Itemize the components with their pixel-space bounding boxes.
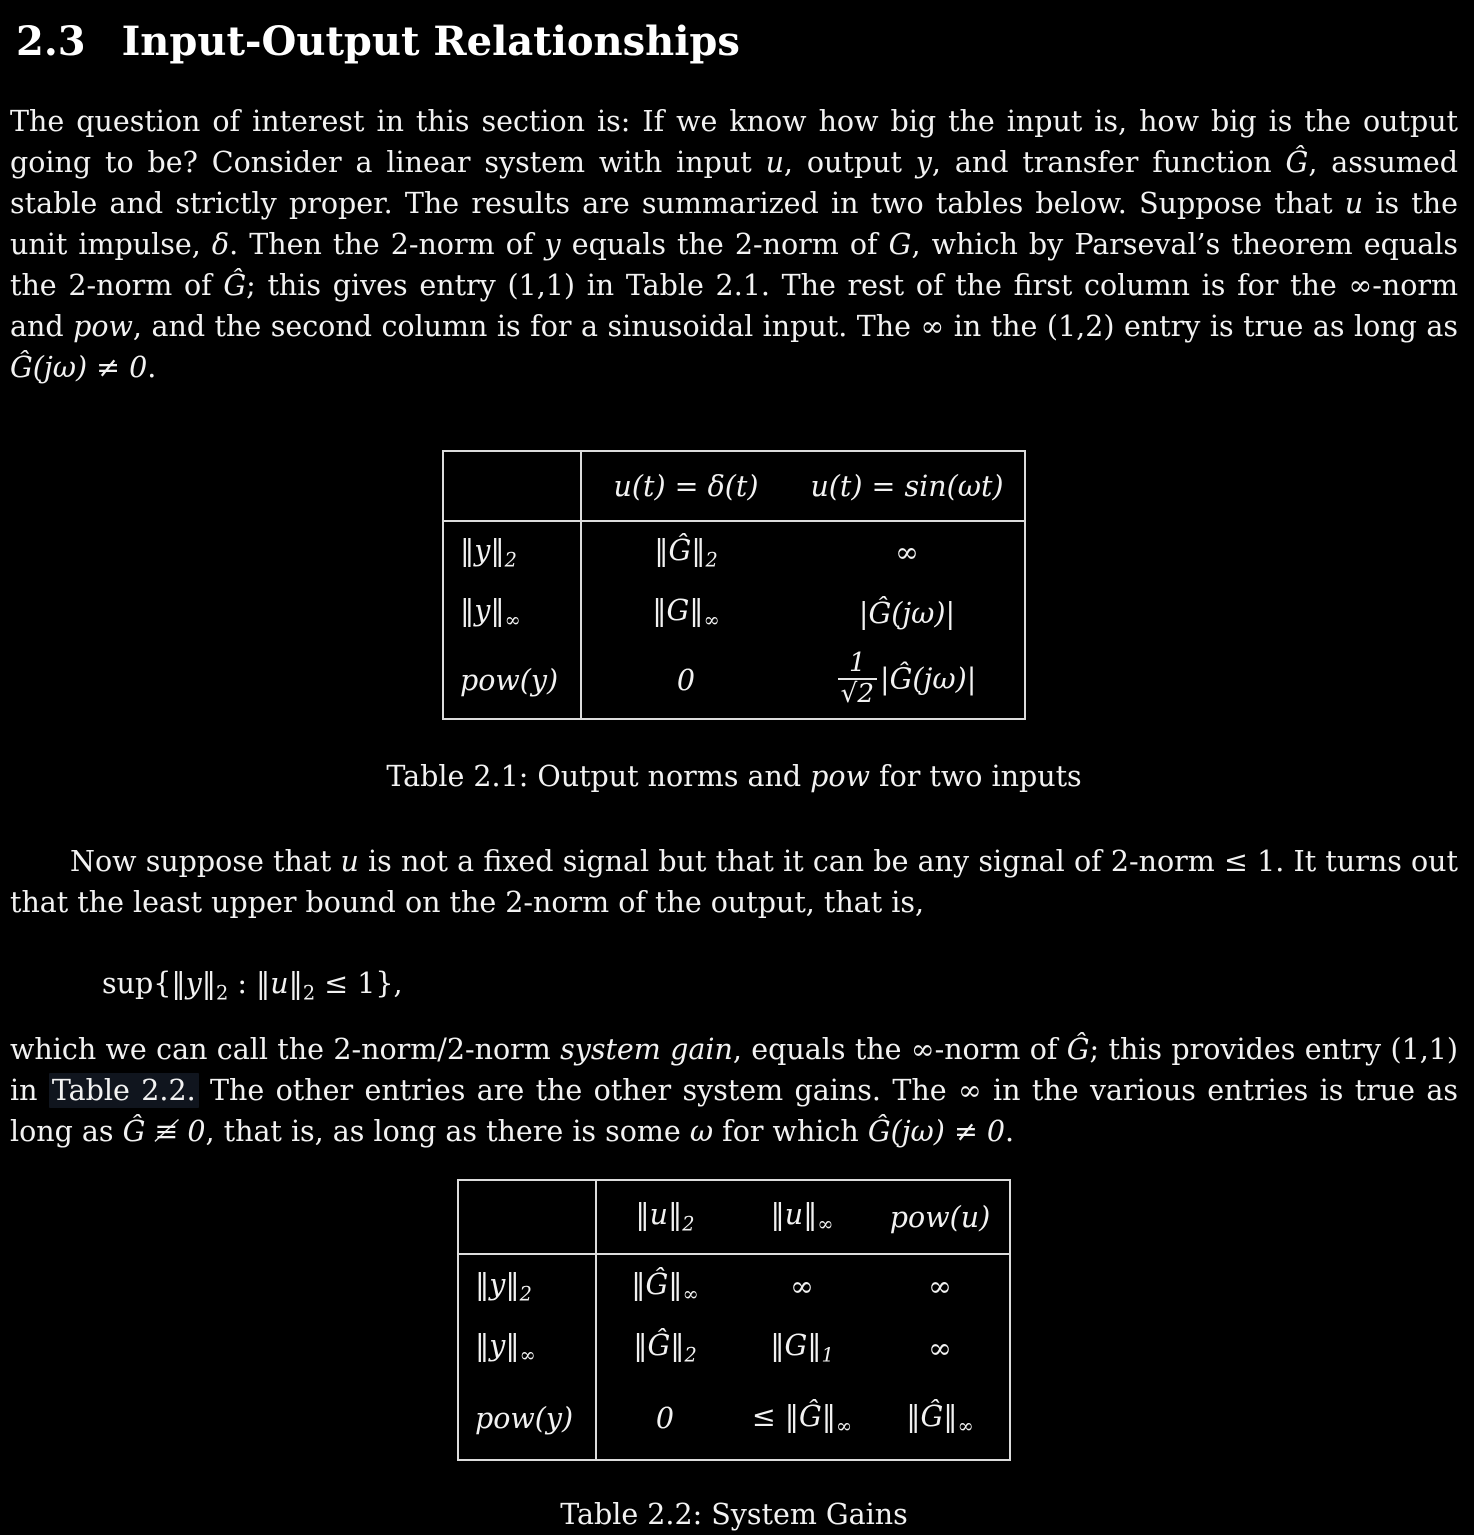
section-heading <box>16 18 1458 65</box>
table-2-2-header-row <box>458 1180 1010 1254</box>
text-run: Now suppose that <box>70 845 341 878</box>
table-2-1 <box>442 450 1026 720</box>
text-run: , and transfer function <box>931 146 1286 179</box>
text-run: y <box>915 146 932 179</box>
table-cell: ≤ $‖Ĝ‖_\infty$ <box>751 1399 853 1438</box>
text-run: which we can call the 2-norm/2-norm <box>10 1033 561 1066</box>
table-cell: $‖G‖_1$ <box>770 1329 834 1367</box>
fraction-suffix: |Ĝ(jω)| <box>880 662 977 695</box>
table-cell: 0 <box>676 664 696 697</box>
table-2-2 <box>457 1179 1011 1461</box>
table-2-2-column-header: $‖u‖_\infty$ <box>733 1180 871 1254</box>
table-row <box>458 1254 1010 1318</box>
text-run: Ĝ(jω) ≠ 0 <box>10 351 148 384</box>
text-run: G <box>888 228 912 261</box>
text-run: y <box>185 967 202 1000</box>
text-run: 2 <box>215 981 229 1005</box>
row-label: $‖y‖_\infty$ <box>458 1318 596 1378</box>
text-run: equals the 2-norm of <box>560 228 889 261</box>
table-row <box>458 1378 1010 1460</box>
text-run: ; this provides entry (1,1) in <box>10 1033 1459 1107</box>
table-cell: $‖Ĝ‖_\infty$ <box>906 1399 974 1438</box>
text-run: . Then the 2-norm of <box>229 228 545 261</box>
row-label: $‖y‖_\infty$ <box>443 583 581 643</box>
table-row <box>443 521 1025 583</box>
text-run: system gain <box>560 1033 733 1066</box>
paragraph-3 <box>10 1029 1458 1152</box>
text-run: The other entries are the other system gains. The ∞ in the various entries is true as long as <box>10 1074 1458 1148</box>
table-2-1-column-header: u(t) = sin(ωt) <box>790 451 1025 521</box>
text-run: Ĝ <box>1285 146 1309 179</box>
table-cell: ∞ <box>928 1331 952 1365</box>
text-run: δ <box>211 228 230 261</box>
text-run: , equals the ∞-norm of <box>732 1033 1067 1066</box>
row-label: $‖y‖_2$ <box>443 521 581 583</box>
text-run: pow <box>810 760 870 793</box>
table-cell: $‖G‖_\infty$ <box>652 594 720 632</box>
text-run: 2 <box>302 981 316 1005</box>
text-run: ‖ <box>201 967 216 1000</box>
paragraph-2 <box>10 841 1458 923</box>
text-run: : ‖ <box>228 967 271 1000</box>
equation-sup-norm <box>102 963 1458 1004</box>
table-cell: ∞ <box>790 1270 814 1303</box>
table-2-2-caption: Table 2.2: System Gains <box>560 1498 908 1531</box>
text-run: u <box>270 967 289 1000</box>
table-2-1-caption <box>10 756 1458 797</box>
text-run: . <box>147 351 157 384</box>
table-cell: $‖Ĝ‖_2$ <box>633 1329 697 1367</box>
text-run: u <box>1344 187 1364 220</box>
text-run: ‖ <box>288 967 303 1000</box>
paragraph-1 <box>10 101 1458 388</box>
fraction <box>838 649 877 709</box>
text-run: Ĝ <box>223 269 247 302</box>
text-run: Ĝ ≢ 0 <box>122 1115 206 1148</box>
fraction-denominator: √2 <box>838 678 877 709</box>
text-run: The question of interest in this section is: If we know how big the input is, how big is the output going to be? Consider a linear system with input <box>10 105 1458 179</box>
text-run: , output <box>783 146 916 179</box>
text-run: Ĝ <box>1066 1033 1090 1066</box>
text-run: , which by Parseval’s theorem equals the 2-norm of <box>10 228 1458 302</box>
table-row <box>458 1318 1010 1378</box>
table-cell: $‖Ĝ‖_2$ <box>654 533 718 572</box>
text-run: . <box>1005 1115 1015 1148</box>
text-run: Ĝ(jω) ≠ 0 <box>867 1115 1006 1148</box>
row-label: pow(y) <box>443 643 581 719</box>
text-run: , assumed stable and strictly proper. The results are summarized in two tables below. Suppose that <box>10 146 1458 220</box>
table-cell: $‖Ĝ‖_\infty$ <box>631 1267 699 1306</box>
table-cell: ∞ <box>895 536 919 569</box>
table-cell: |Ĝ(jω)| <box>858 596 956 630</box>
table-2-2-column-header: $‖u‖_2$ <box>596 1180 733 1254</box>
table-row <box>443 643 1025 719</box>
text-run: , and the second column is for a sinusoidal input. The ∞ in the (1,2) entry is true as long as <box>132 310 1458 343</box>
text-run: ≤ 1}, <box>315 967 403 1000</box>
table-cell: ∞ <box>928 1270 952 1303</box>
section-number: 2.3 <box>16 18 86 65</box>
section-title: Input-Output Relationships <box>121 18 740 65</box>
table-2-2-wrapper <box>10 1179 1458 1461</box>
fraction-numerator: 1 <box>849 647 866 678</box>
text-run: y <box>544 228 561 261</box>
table-2-1-wrapper <box>10 450 1458 720</box>
row-label: pow(y) <box>458 1378 596 1460</box>
text-run: , that is, as long as there is some <box>205 1115 690 1148</box>
table-2-1-corner-cell <box>443 451 581 521</box>
text-run: ; this gives entry (1,1) in Table 2.1. The rest of the first column is for the ∞-norm and <box>10 269 1458 343</box>
text-run: Table 2.1: Output norms and <box>386 760 811 793</box>
text-run: is not a fixed signal but that it can be any signal of 2-norm ≤ 1. It turns out that the least upper bound on the 2-norm of the output, that is, <box>10 845 1458 919</box>
text-run: u <box>765 146 784 179</box>
text-run: is the unit impulse, <box>10 187 1458 261</box>
table-2-1-header-row <box>443 451 1025 521</box>
table-cell-fraction <box>790 643 1025 719</box>
text-run: for which <box>713 1115 868 1148</box>
text-run: for two inputs <box>869 760 1082 793</box>
table-2-2-link[interactable]: Table 2.2. <box>49 1073 199 1108</box>
table-2-2-column-header: pow(u) <box>871 1180 1010 1254</box>
text-run: pow <box>73 310 133 343</box>
row-label: $‖y‖_2$ <box>458 1254 596 1318</box>
text-run: u <box>340 845 359 878</box>
text-run: ω <box>689 1115 714 1148</box>
text-run: sup{‖ <box>102 967 186 1000</box>
table-2-1-column-header: u(t) = δ(t) <box>581 451 790 521</box>
table-cell: 0 <box>655 1402 675 1435</box>
table-2-2-corner-cell <box>458 1180 596 1254</box>
table-row <box>443 583 1025 643</box>
